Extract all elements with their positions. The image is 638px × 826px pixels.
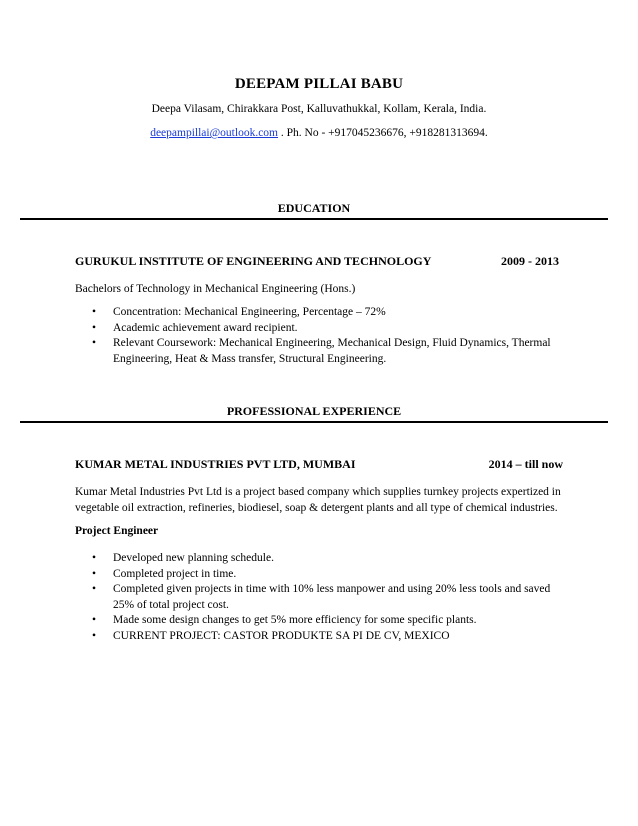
- experience-bullet-list: [75, 551, 565, 644]
- company-name: KUMAR METAL INDUSTRIES PVT LTD, MUMBAI: [75, 457, 356, 471]
- education-dates: 2009 - 2013: [501, 254, 559, 268]
- experience-entry-header: [75, 457, 563, 472]
- experience-dates: 2014 – till now: [488, 457, 563, 471]
- education-heading: EDUCATION: [20, 201, 608, 220]
- education-bullet-list: [75, 305, 565, 367]
- list-item: • Developed new planning schedule.: [75, 551, 565, 567]
- bullet-icon: •: [92, 583, 97, 595]
- education-entry-header: [75, 254, 563, 269]
- list-item: • Made some design changes to get 5% more efficiency for some specific plants.: [75, 613, 565, 629]
- email-link[interactable]: deepampillai@outlook.com: [150, 127, 279, 139]
- phone-numbers: . Ph. No - +917045236676, +918281313694.: [278, 127, 488, 139]
- company-description: Kumar Metal Industries Pvt Ltd is a project based company which supplies turnkey projects expertized in vegetable oil extraction, refineries, biodiesel, soap & detergent plants and all type of chemical industries.: [75, 486, 561, 514]
- list-item: • Completed given projects in time with 10% less manpower and using 20% less tools and saved 25% of total project cost.: [92, 583, 551, 611]
- bullet-icon: •: [92, 629, 97, 642]
- list-item: • CURRENT PROJECT: CASTOR PRODUKTE SA PI DE CV, MEXICO: [75, 629, 565, 645]
- contact-line: [0, 127, 638, 139]
- bullet-icon: •: [92, 567, 97, 580]
- job-title: Project Engineer: [75, 525, 159, 537]
- bullet-icon: •: [92, 321, 97, 334]
- list-item: • Concentration: Mechanical Engineering, Percentage – 72%: [75, 305, 565, 321]
- list-item: • Academic achievement award recipient.: [75, 321, 565, 337]
- list-item: • Completed project in time.: [75, 567, 565, 583]
- bullet-icon: •: [92, 614, 97, 626]
- list-item: • Relevant Coursework: Mechanical Engineering, Mechanical Design, Fluid Dynamics, Thermal Engineering, Heat & Mass transfer, Structural Engineering.: [92, 337, 551, 365]
- experience-heading: PROFESSIONAL EXPERIENCE: [20, 404, 608, 423]
- address: Deepa Vilasam, Chirakkara Post, Kalluvathukkal, Kollam, Kerala, India.: [151, 103, 487, 115]
- institution-name: GURUKUL INSTITUTE OF ENGINEERING AND TECHNOLOGY: [75, 254, 432, 268]
- bullet-icon: •: [92, 306, 97, 318]
- degree: Bachelors of Technology in Mechanical Engineering (Hons.): [75, 283, 356, 295]
- bullet-icon: •: [92, 337, 97, 349]
- candidate-name: DEEPAM PILLAI BABU: [234, 76, 404, 92]
- bullet-icon: •: [92, 552, 97, 564]
